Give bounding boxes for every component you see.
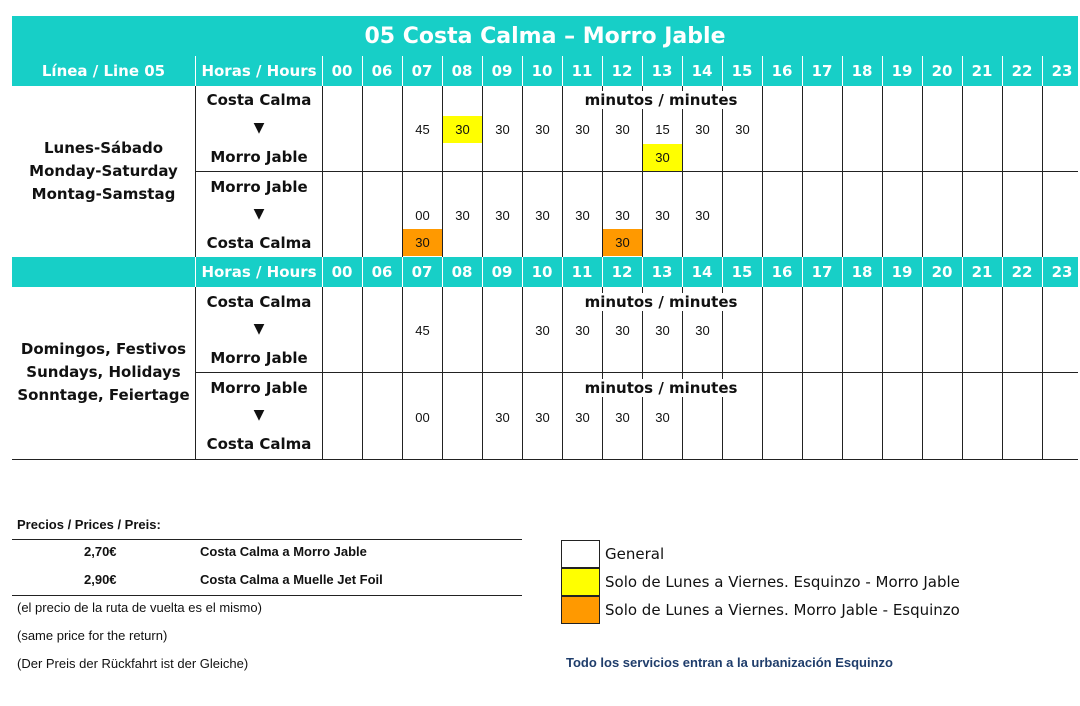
hour-header-10: 10 [531, 62, 553, 80]
departure-cell-10: 30 [535, 410, 550, 425]
grid-line [882, 56, 883, 86]
departure-cell-12: 30 [615, 410, 630, 425]
minutes-label: minutos / minutes [563, 379, 759, 397]
day-label-de: Montag-Samstag [31, 185, 176, 203]
departure-cell-13: 30 [655, 323, 670, 338]
title-bar [12, 16, 1078, 56]
grid-line [762, 287, 763, 459]
departure-cell-11: 30 [575, 323, 590, 338]
grid-line [442, 257, 443, 287]
grid-line [842, 287, 843, 459]
grid-line [562, 257, 563, 287]
price-amount: 2,70€ [84, 544, 117, 559]
grid-line [442, 56, 443, 86]
day-label-en: Monday-Saturday [29, 162, 178, 180]
grid-line [362, 257, 363, 287]
weekday-days [12, 137, 195, 206]
departure-cell-10: 30 [535, 122, 550, 137]
grid-line [602, 257, 603, 287]
departure-cell-11: 30 [575, 410, 590, 425]
departure-cell-09: 30 [495, 122, 510, 137]
grid-line [802, 257, 803, 287]
hour-header-09: 09 [491, 62, 513, 80]
grid-line [562, 287, 563, 459]
hour-header-20: 20 [931, 62, 953, 80]
grid-line [482, 257, 483, 287]
departure-cell-10: 30 [535, 323, 550, 338]
grid-line [322, 287, 323, 459]
direction-arrow-icon: ▼ [253, 120, 265, 136]
departure-cell-08: 30 [443, 116, 482, 143]
legend-swatch-general [561, 540, 600, 568]
stop-to: Costa Calma [206, 435, 312, 453]
price-amount: 2,90€ [84, 572, 117, 587]
hours-label: Horas / Hours [201, 62, 317, 80]
hour-header-16: 16 [771, 62, 793, 80]
hours-label: Horas / Hours [201, 263, 317, 281]
departure-cell-08: 30 [455, 208, 470, 223]
minutes-label: minutos / minutes [563, 293, 759, 311]
day-label-es: Domingos, Festivos [20, 340, 187, 358]
departure-cell-14: 30 [695, 208, 710, 223]
day-label-en: Sundays, Holidays [26, 363, 181, 381]
grid-line [362, 287, 363, 459]
hour-header-17: 17 [811, 62, 833, 80]
hour-header-13: 13 [651, 263, 673, 281]
hour-header-18: 18 [851, 263, 873, 281]
departure-cell-10: 30 [535, 208, 550, 223]
grid-line [195, 56, 196, 86]
departure-cell-12: 30 [615, 323, 630, 338]
departure-cell-11: 30 [575, 122, 590, 137]
departure-cell-13: 30 [643, 144, 682, 171]
departure-cell-14: 30 [695, 122, 710, 137]
grid-line [722, 257, 723, 287]
hour-header-23: 23 [1051, 263, 1073, 281]
grid-line [12, 459, 322, 460]
grid-line [842, 257, 843, 287]
hour-header-16: 16 [771, 263, 793, 281]
hour-header-08: 08 [451, 62, 473, 80]
departure-cell-07: 45 [415, 122, 430, 137]
grid-line [602, 56, 603, 86]
grid-line [522, 257, 523, 287]
divider [12, 539, 522, 540]
grid-line [1002, 257, 1003, 287]
hour-header-22: 22 [1011, 62, 1033, 80]
grid-line [1002, 56, 1003, 86]
grid-line [522, 287, 523, 459]
hour-header-20: 20 [931, 263, 953, 281]
grid-line [1042, 257, 1043, 287]
grid-line [482, 287, 483, 459]
line-label: Línea / Line 05 [41, 62, 166, 80]
hour-header-13: 13 [651, 62, 673, 80]
grid-line [842, 56, 843, 86]
minutes-label: minutos / minutes [563, 91, 759, 109]
grid-line [1042, 56, 1043, 86]
departure-cell-12: 30 [615, 122, 630, 137]
departure-cell-09: 30 [495, 410, 510, 425]
price-note: (same price for the return) [17, 628, 168, 643]
stop-to: Morro Jable [210, 349, 308, 367]
hour-header-19: 19 [891, 62, 913, 80]
price-route: Costa Calma a Morro Jable [200, 544, 367, 559]
grid-line [682, 257, 683, 287]
grid-line [322, 257, 323, 287]
grid-line [962, 287, 963, 459]
grid-line [322, 459, 1078, 460]
hour-header-10: 10 [531, 263, 553, 281]
grid-line [196, 372, 1078, 373]
departure-cell-07: 45 [415, 323, 430, 338]
departure-cell-12: 30 [615, 208, 630, 223]
grid-line [402, 287, 403, 459]
hour-header-18: 18 [851, 62, 873, 80]
departure-cell-07: 00 [415, 410, 430, 425]
hour-header-00: 00 [331, 62, 353, 80]
prices-title: Precios / Prices / Preis: [17, 517, 161, 532]
hour-header-06: 06 [371, 263, 393, 281]
departure-cell-09: 30 [495, 208, 510, 223]
grid-line [882, 257, 883, 287]
hour-header-21: 21 [971, 62, 993, 80]
departure-cell-07: 30 [403, 229, 442, 256]
timetable-title: 05 Costa Calma – Morro Jable [364, 23, 726, 49]
grid-line [442, 287, 443, 459]
grid-line [682, 56, 683, 86]
grid-line [322, 56, 323, 86]
grid-line [196, 171, 1078, 172]
grid-line [962, 257, 963, 287]
hour-header-08: 08 [451, 263, 473, 281]
grid-line [602, 287, 603, 459]
grid-line [802, 56, 803, 86]
stop-to: Costa Calma [206, 234, 312, 252]
grid-line [642, 257, 643, 287]
grid-line [922, 257, 923, 287]
grid-line [402, 56, 403, 86]
grid-line [562, 56, 563, 86]
departure-cell-07: 00 [415, 208, 430, 223]
header-row-weekday [12, 56, 1078, 86]
departure-cell-13: 15 [655, 122, 670, 137]
grid-line [722, 56, 723, 86]
grid-line [362, 56, 363, 86]
footer-note: Todo los servicios entran a la urbanización Esquinzo [566, 655, 893, 670]
direction-arrow-icon: ▼ [253, 321, 265, 337]
hour-header-07: 07 [411, 263, 433, 281]
day-label-de: Sonntage, Feiertage [17, 386, 190, 404]
hour-header-14: 14 [691, 62, 713, 80]
stop-from: Costa Calma [206, 91, 312, 109]
direction-arrow-icon: ▼ [253, 407, 265, 423]
grid-line [922, 56, 923, 86]
hour-header-21: 21 [971, 263, 993, 281]
grid-line [682, 287, 683, 459]
hour-header-06: 06 [371, 62, 393, 80]
hour-header-22: 22 [1011, 263, 1033, 281]
grid-line [195, 287, 196, 459]
hour-header-00: 00 [331, 263, 353, 281]
price-route: Costa Calma a Muelle Jet Foil [200, 572, 383, 587]
grid-line [922, 287, 923, 459]
hour-header-12: 12 [611, 62, 633, 80]
departure-cell-15: 30 [735, 122, 750, 137]
hour-header-14: 14 [691, 263, 713, 281]
grid-line [802, 287, 803, 459]
grid-line [762, 56, 763, 86]
hour-header-07: 07 [411, 62, 433, 80]
hour-header-15: 15 [731, 62, 753, 80]
price-note: (el precio de la ruta de vuelta es el mismo) [17, 600, 262, 615]
grid-line [195, 257, 196, 287]
direction-arrow-icon: ▼ [253, 206, 265, 222]
grid-line [962, 56, 963, 86]
hour-header-19: 19 [891, 263, 913, 281]
grid-line [482, 56, 483, 86]
grid-line [642, 56, 643, 86]
hour-header-11: 11 [571, 263, 593, 281]
grid-line [882, 287, 883, 459]
departure-cell-12: 30 [603, 229, 642, 256]
sunday-days [12, 338, 195, 407]
legend-swatch-yellow [561, 568, 600, 596]
hour-header-17: 17 [811, 263, 833, 281]
grid-line [402, 257, 403, 287]
grid-line [1042, 287, 1043, 459]
grid-line [722, 287, 723, 459]
hour-header-11: 11 [571, 62, 593, 80]
grid-line [762, 257, 763, 287]
grid-line [642, 287, 643, 459]
stop-from: Morro Jable [210, 379, 308, 397]
grid-line [1002, 287, 1003, 459]
legend-swatch-orange [561, 596, 600, 624]
legend-label: General [605, 545, 665, 563]
stop-to: Morro Jable [210, 148, 308, 166]
departure-cell-14: 30 [695, 323, 710, 338]
grid-line [522, 56, 523, 86]
header-row-sunday [12, 257, 1078, 287]
day-label-es: Lunes-Sábado [43, 139, 164, 157]
departure-cell-13: 30 [655, 410, 670, 425]
hour-header-23: 23 [1051, 62, 1073, 80]
legend-label: Solo de Lunes a Viernes. Esquinzo - Morro Jable [605, 573, 960, 591]
divider [12, 595, 522, 596]
legend-label: Solo de Lunes a Viernes. Morro Jable - Esquinzo [605, 601, 960, 619]
hour-header-12: 12 [611, 263, 633, 281]
hour-header-15: 15 [731, 263, 753, 281]
departure-cell-13: 30 [655, 208, 670, 223]
stop-from: Morro Jable [210, 178, 308, 196]
price-note: (Der Preis der Rückfahrt ist der Gleiche) [17, 656, 249, 671]
stop-from: Costa Calma [206, 293, 312, 311]
departure-cell-11: 30 [575, 208, 590, 223]
hour-header-09: 09 [491, 263, 513, 281]
